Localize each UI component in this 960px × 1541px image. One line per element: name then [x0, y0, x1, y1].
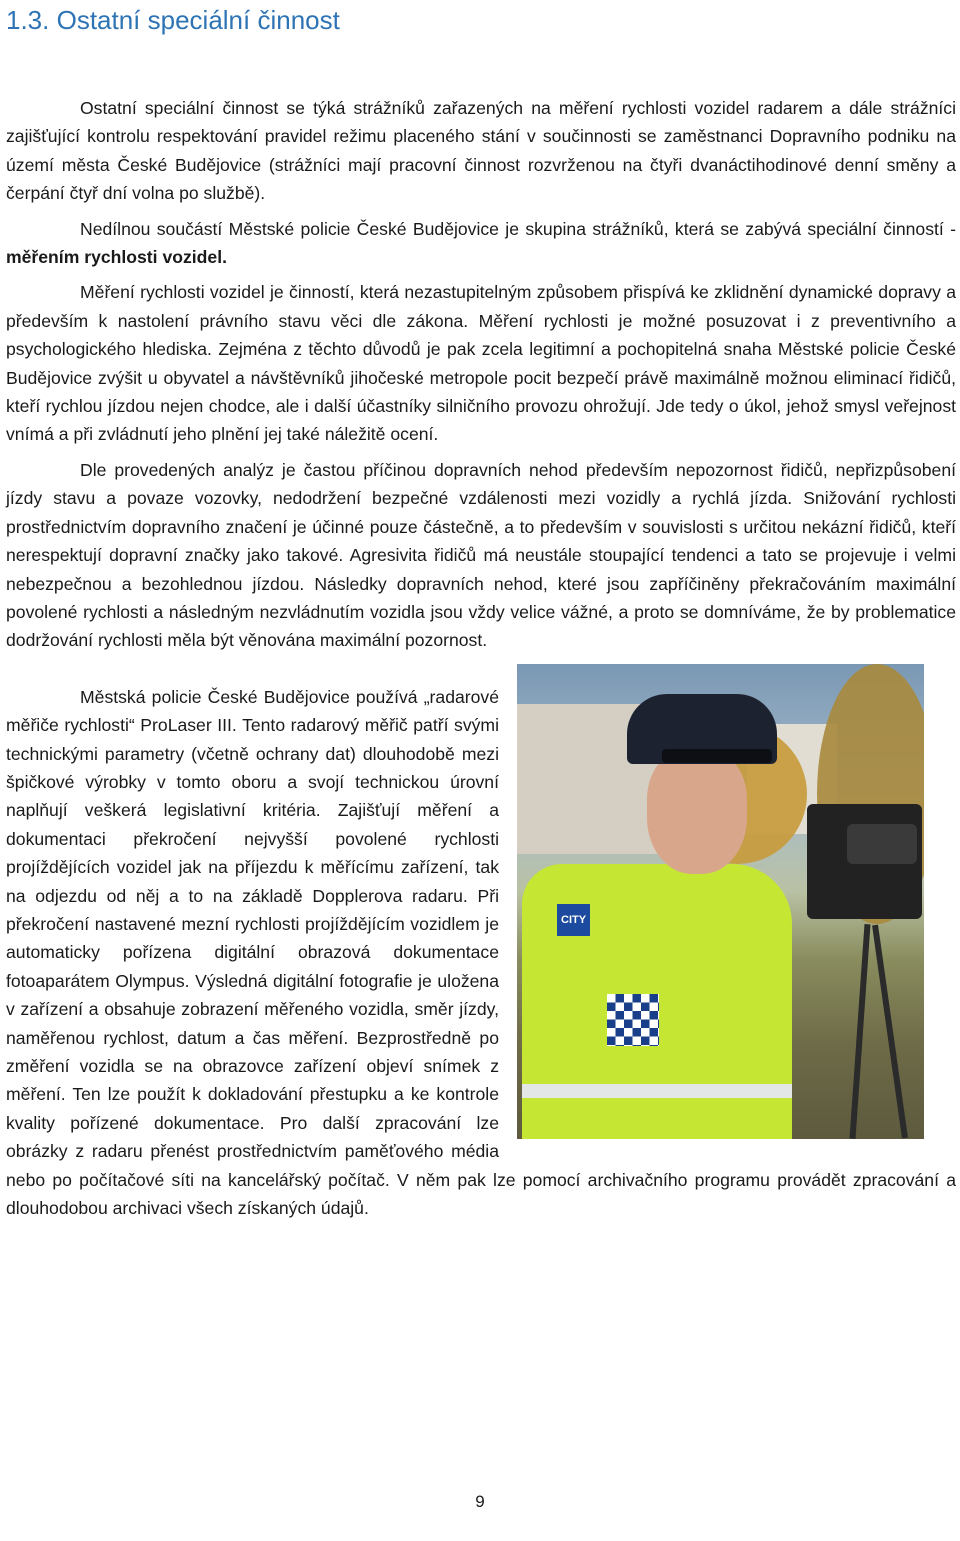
speed-measurement-emphasis: měřením rychlosti vozidel.	[6, 247, 227, 268]
paragraph-accident-analysis: Dle provedených analýz je častou příčinou dopravních nehod především nepozornost řidičů, nepřizpůsobení jízdy stavu a povaze vozovky, nedodržení bezpečné vzdálenosti mezi vozidly a rychlá jízda. Snižování rychlosti prostřednictvím dopravního značení je účinné pouze částečně, a to především v souvislosti s určitou nekázní řidičů, kteří nerespektují dopravní značky jako takové. Agresivita řidičů má neustále stoupající tendenci a tato se projevuje i velmi nebezpečnou a bezohlednou jízdou. Následky dopravních nehod, které jsou zapříčiněny překračováním maximální povolené rychlosti a následným nezvládnutím vozidla jsou vždy velice vážné, a proto se domníváme, že by problematice dodržování rychlosti měla být věnována maximální pozornost.	[6, 459, 956, 651]
officer-face	[647, 749, 747, 874]
radar-screen	[847, 824, 917, 864]
paragraph-speed-group-text: Nedílnou součástí Městské policie České Budějovice je skupina strážníků, která se zabývá speciální činností -	[80, 218, 956, 239]
police-checker-pattern	[607, 994, 659, 1046]
paragraph-special-activity: Ostatní speciální činnost se týká strážníků zařazených na měření rychlosti vozidel radarem a dále strážníci zajišťující kontrolu respektování pravidel režimu placeného stání v součinnosti se zaměstnanci Dopravního podniku na území města České Budějovice (strážníci mají pracovní činnost rozvrženou na čtyři dvanáctihodinové denní směny a čerpání čtyř dní volna po službě).	[6, 98, 956, 204]
radar-officer-photo	[517, 664, 924, 1139]
document-body	[6, 94, 956, 1229]
tripod-leg	[872, 924, 908, 1138]
page-number: 9	[475, 1492, 485, 1511]
section-heading: 1.3. Ostatní speciální činnost	[6, 5, 340, 35]
police-patch: CITY	[557, 904, 590, 936]
paragraph-prolaser: Městská policie České Budějovice používá „radarové měřiče rychlosti“ ProLaser III. Tento radarový měřič patří svými technickými parametry (včetně ochrany dat) dlouhodobě mezi špičkové výrobky v tomto oboru a svojí technickou úrovní naplňují veškerá legislativní kritéria. Zajišťují měření a dokumentaci překročení nejvyšší povolené rychlosti projíždějících vozidel jak na příjezdu k měřícímu zařízení, tak na odjezdu od něj a to na základě Dopplerova radaru. Při překročení nastavené mezní rychlosti projíždějícím vozidlem je automaticky pořízena digitální obrazová dokumentace fotoaparátem Olympus. Výsledná digitální fotografie je uložena v zařízení a obsahuje zobrazení měřeného vozidla, směr jízdy, naměřenou rychlost, datum a čas měření. Bezprostředně po změření vozidla se na obrazovce zařízení objeví snímek z měření. Ten lze použít k dokladování přestupku a ke kontrole kvality pořízené dokumentace. Pro další zpracování lze obrázky z radaru přenést prostřednictvím paměťového média nebo po počítačové síti na kancelářský počítač. V něm pak lze pomocí archivačního programu provádět zpracování a dlouhodobou archivaci všech získaných údajů.	[6, 686, 956, 1219]
vest-reflective-stripe	[522, 1084, 792, 1098]
paragraph-speed-group	[6, 215, 956, 272]
paragraph-speed-measurement: Měření rychlosti vozidel je činností, která nezastupitelným způsobem přispívá ke zklidnění dynamické dopravy a především k nastolení právního stavu věci dle zákona. Měření rychlosti je možné posuzovat i z preventivního a psychologického hlediska. Zejména z těchto důvodů je pak zcela legitimní a pochopitelná snaha Městské policie České Budějovice zvýšit u obyvatel a návštěvníků jihočeské metropole pocit bezpečí právě maximálně možnou eliminací řidičů, kteří rychlou jízdou nejen chodce, ale i další účastníky silničního provozu ohrožují. Jde tedy o úkol, jehož smysl veřejnost vnímá a při zvládnutí jeho plnění jej také náležitě ocení.	[6, 282, 956, 445]
tripod-leg	[850, 924, 871, 1139]
cap-brim	[662, 749, 772, 763]
